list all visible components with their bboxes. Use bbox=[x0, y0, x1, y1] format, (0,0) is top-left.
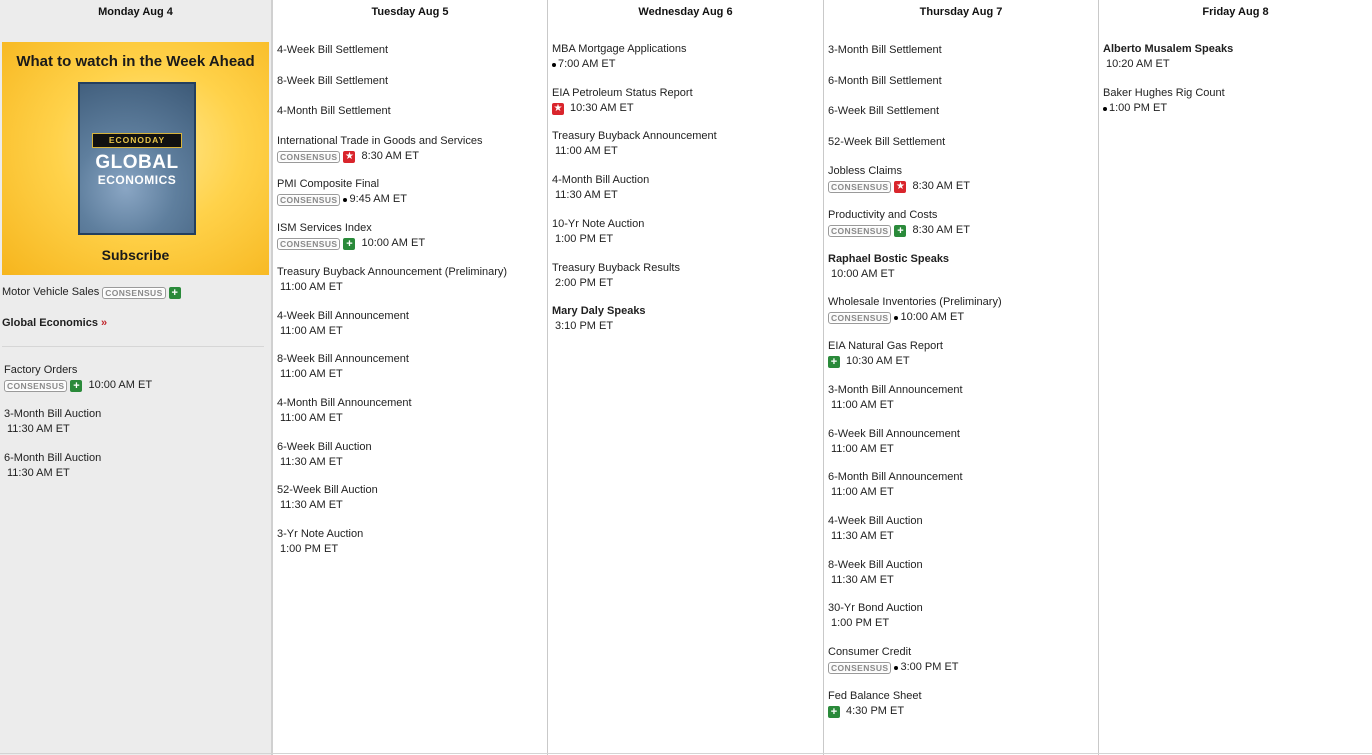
cover-title-line2: ECONOMICS bbox=[97, 173, 177, 187]
event-title[interactable]: 3-Month Bill Auction bbox=[4, 408, 102, 420]
consensus-badge[interactable]: CONSENSUS bbox=[4, 380, 67, 392]
event-time: 11:00 AM ET bbox=[831, 443, 894, 455]
event-title[interactable]: 52-Week Bill Settlement bbox=[828, 136, 946, 148]
event-wholesale-inventories-preliminary[interactable] bbox=[828, 295, 1096, 325]
event-raphael-bostic-speaks[interactable] bbox=[828, 252, 1096, 282]
event-eia-natural-gas-report[interactable] bbox=[828, 339, 1096, 369]
event-time: 11:00 AM ET bbox=[831, 399, 894, 411]
consensus-badge[interactable]: CONSENSUS bbox=[102, 287, 165, 299]
event-productivity-and-costs[interactable] bbox=[828, 208, 1096, 238]
event-time: 11:00 AM ET bbox=[280, 325, 343, 337]
plus-icon: + bbox=[343, 238, 355, 250]
consensus-badge[interactable]: CONSENSUS bbox=[277, 151, 340, 163]
event-time: 7:00 AM ET bbox=[558, 58, 616, 70]
consensus-badge[interactable]: CONSENSUS bbox=[828, 225, 891, 237]
consensus-badge[interactable]: CONSENSUS bbox=[828, 312, 891, 324]
event-52-week-bill-settlement[interactable] bbox=[828, 135, 1096, 150]
event-eia-petroleum-status-report[interactable] bbox=[552, 86, 821, 116]
day-header: Tuesday Aug 5 bbox=[371, 6, 449, 18]
plus-icon: + bbox=[169, 287, 181, 299]
day-column-monday bbox=[0, 0, 273, 755]
event-title[interactable]: 3-Month Bill Settlement bbox=[828, 44, 942, 56]
event-time: 10:20 AM ET bbox=[1106, 58, 1170, 70]
event-mba-mortgage-applications[interactable] bbox=[552, 42, 821, 72]
star-icon: ★ bbox=[553, 102, 563, 114]
subscribe-link[interactable]: Subscribe bbox=[101, 247, 170, 263]
event-time: 8:30 AM ET bbox=[361, 150, 419, 162]
event-alberto-musalem-speaks[interactable] bbox=[1103, 42, 1370, 72]
event-time: 11:00 AM ET bbox=[280, 281, 343, 293]
event-title[interactable]: 10-Yr Note Auction bbox=[552, 218, 645, 230]
day-column-friday bbox=[1099, 0, 1372, 755]
event-8-week-bill-settlement[interactable] bbox=[277, 74, 545, 89]
global-economics-cover-image bbox=[78, 82, 196, 235]
event-title[interactable]: 8-Week Bill Auction bbox=[828, 559, 923, 571]
day-header: Monday Aug 4 bbox=[98, 6, 173, 18]
event-6-month-bill-settlement[interactable] bbox=[828, 74, 1096, 89]
event-treasury-buyback-announcement[interactable] bbox=[552, 129, 821, 159]
event-title[interactable]: 6-Month Bill Auction bbox=[4, 452, 102, 464]
event-6-month-bill-announcement[interactable] bbox=[828, 470, 1096, 500]
event-time: 11:00 AM ET bbox=[280, 412, 343, 424]
global-economics-label[interactable]: Global Economics bbox=[2, 317, 98, 329]
event-time: 10:00 AM ET bbox=[361, 237, 426, 249]
event-time: 1:00 PM ET bbox=[831, 617, 890, 629]
plus-icon: + bbox=[828, 356, 840, 368]
event-title[interactable]: 4-Week Bill Auction bbox=[828, 515, 923, 527]
global-economics-link[interactable] bbox=[2, 316, 107, 331]
bullet-icon bbox=[343, 198, 347, 202]
event-time: 11:30 AM ET bbox=[831, 574, 894, 586]
event-title[interactable]: 4-Week Bill Settlement bbox=[277, 44, 389, 56]
event-international-trade-in-goods-and-services[interactable] bbox=[277, 134, 545, 164]
event-baker-hughes-rig-count[interactable] bbox=[1103, 86, 1370, 116]
event-title[interactable]: Baker Hughes Rig Count bbox=[1103, 87, 1225, 99]
event-title[interactable]: 6-Month Bill Announcement bbox=[828, 471, 963, 483]
event-title[interactable]: Treasury Buyback Results bbox=[552, 262, 680, 274]
event-30-yr-bond-auction[interactable] bbox=[828, 601, 1096, 631]
event-3-month-bill-auction[interactable] bbox=[4, 407, 271, 437]
event-10-yr-note-auction[interactable] bbox=[552, 217, 821, 247]
event-4-month-bill-announcement[interactable] bbox=[277, 396, 545, 426]
promo-title: What to watch in the Week Ahead bbox=[16, 53, 255, 70]
event-time: 1:00 PM ET bbox=[555, 233, 614, 245]
event-time: 10:30 AM ET bbox=[846, 355, 910, 367]
event-title[interactable]: 4-Month Bill Auction bbox=[552, 174, 650, 186]
day-column-tuesday bbox=[273, 0, 548, 755]
week-ahead-promo[interactable] bbox=[2, 42, 269, 275]
event-time: 1:00 PM ET bbox=[280, 543, 339, 555]
event-title[interactable]: EIA Natural Gas Report bbox=[828, 340, 943, 352]
event-title[interactable]: Consumer Credit bbox=[828, 646, 912, 658]
event-time: 8:30 AM ET bbox=[912, 180, 970, 192]
econoday-logo: ECONODAY bbox=[92, 133, 182, 148]
event-time: 10:30 AM ET bbox=[570, 102, 634, 114]
event-4-month-bill-auction[interactable] bbox=[552, 173, 821, 203]
star-icon: ★ bbox=[895, 180, 905, 192]
event-time: 3:10 PM ET bbox=[555, 320, 614, 332]
event-ism-services-index[interactable] bbox=[277, 221, 545, 251]
cover-title-line1: GLOBAL bbox=[95, 152, 179, 173]
event-time: 8:30 AM ET bbox=[912, 224, 970, 236]
bullet-icon bbox=[894, 316, 898, 320]
event-title[interactable]: 52-Week Bill Auction bbox=[277, 484, 378, 496]
consensus-badge[interactable]: CONSENSUS bbox=[828, 181, 891, 193]
calendar-bottom-border bbox=[0, 753, 1372, 754]
event-time: 1:00 PM ET bbox=[1109, 102, 1168, 114]
event-title[interactable]: 4-Week Bill Announcement bbox=[277, 310, 409, 322]
day-column-thursday bbox=[824, 0, 1099, 755]
event-title[interactable]: Mary Daly Speaks bbox=[552, 305, 646, 317]
event-title[interactable]: 3-Month Bill Announcement bbox=[828, 384, 963, 396]
event-8-week-bill-auction[interactable] bbox=[828, 558, 1096, 588]
double-chevron-icon: » bbox=[100, 317, 108, 329]
event-6-week-bill-announcement[interactable] bbox=[828, 427, 1096, 457]
consensus-badge[interactable]: CONSENSUS bbox=[828, 662, 891, 674]
plus-icon: + bbox=[70, 380, 82, 392]
event-title[interactable]: Alberto Musalem Speaks bbox=[1103, 43, 1234, 55]
event-3-month-bill-announcement[interactable] bbox=[828, 383, 1096, 413]
event-motor-vehicle-sales[interactable] bbox=[2, 285, 184, 300]
event-title[interactable]: Treasury Buyback Announcement bbox=[552, 130, 717, 142]
divider bbox=[2, 346, 264, 347]
event-time: 10:00 AM ET bbox=[88, 379, 153, 391]
event-title[interactable]: EIA Petroleum Status Report bbox=[552, 87, 693, 99]
event-title[interactable]: International Trade in Goods and Services bbox=[277, 135, 483, 147]
day-header: Friday Aug 8 bbox=[1202, 6, 1269, 18]
event-4-week-bill-settlement[interactable] bbox=[277, 43, 545, 58]
event-6-week-bill-auction[interactable] bbox=[277, 440, 545, 470]
event-title[interactable]: 8-Week Bill Settlement bbox=[277, 75, 389, 87]
event-consumer-credit[interactable] bbox=[828, 645, 1096, 675]
event-mary-daly-speaks[interactable] bbox=[552, 304, 821, 334]
event-52-week-bill-auction[interactable] bbox=[277, 483, 545, 513]
event-4-week-bill-auction[interactable] bbox=[828, 514, 1096, 544]
event-time: 4:30 PM ET bbox=[846, 705, 905, 717]
event-title[interactable]: PMI Composite Final bbox=[277, 178, 380, 190]
event-title[interactable]: Factory Orders bbox=[4, 364, 78, 376]
bullet-icon bbox=[894, 666, 898, 670]
event-4-week-bill-announcement[interactable] bbox=[277, 309, 545, 339]
event-time: 10:00 AM ET bbox=[900, 311, 965, 323]
event-time: 11:30 AM ET bbox=[280, 499, 343, 511]
event-title[interactable]: 8-Week Bill Announcement bbox=[277, 353, 409, 365]
event-3-yr-note-auction[interactable] bbox=[277, 527, 545, 557]
event-3-month-bill-settlement[interactable] bbox=[828, 43, 1096, 58]
event-title[interactable]: 6-Month Bill Settlement bbox=[828, 75, 942, 87]
event-time: 11:30 AM ET bbox=[280, 456, 343, 468]
event-title[interactable]: Motor Vehicle Sales bbox=[2, 286, 100, 298]
event-time: 11:30 AM ET bbox=[7, 423, 70, 435]
star-icon: ★ bbox=[344, 150, 354, 162]
event-title[interactable]: 6-Week Bill Auction bbox=[277, 441, 372, 453]
bullet-icon bbox=[1103, 107, 1107, 111]
consensus-badge[interactable]: CONSENSUS bbox=[277, 238, 340, 250]
event-title[interactable]: Jobless Claims bbox=[828, 165, 902, 177]
event-pmi-composite-final[interactable] bbox=[277, 177, 545, 207]
day-column-wednesday bbox=[548, 0, 824, 755]
event-factory-orders[interactable] bbox=[4, 363, 271, 393]
event-treasury-buyback-results[interactable] bbox=[552, 261, 821, 291]
event-time: 10:00 AM ET bbox=[831, 268, 895, 280]
consensus-badge[interactable]: CONSENSUS bbox=[277, 194, 340, 206]
event-time: 11:30 AM ET bbox=[555, 189, 618, 201]
event-title[interactable]: 6-Week Bill Settlement bbox=[828, 105, 940, 117]
bullet-icon bbox=[552, 63, 556, 67]
event-6-month-bill-auction[interactable] bbox=[4, 451, 271, 481]
event-time: 11:00 AM ET bbox=[831, 486, 894, 498]
event-time: 11:30 AM ET bbox=[7, 467, 70, 479]
event-time: 11:00 AM ET bbox=[280, 368, 343, 380]
event-title[interactable]: 30-Yr Bond Auction bbox=[828, 602, 923, 614]
day-header: Thursday Aug 7 bbox=[919, 6, 1003, 18]
event-treasury-buyback-announcement-preliminary[interactable] bbox=[277, 265, 545, 295]
event-title[interactable]: MBA Mortgage Applications bbox=[552, 43, 687, 55]
plus-icon: + bbox=[894, 225, 906, 237]
event-title[interactable]: ISM Services Index bbox=[277, 222, 372, 234]
event-time: 11:30 AM ET bbox=[831, 530, 894, 542]
event-title[interactable]: Wholesale Inventories (Preliminary) bbox=[828, 296, 1002, 308]
event-6-week-bill-settlement[interactable] bbox=[828, 104, 1096, 119]
event-4-month-bill-settlement[interactable] bbox=[277, 104, 545, 119]
event-title[interactable]: 4-Month Bill Announcement bbox=[277, 397, 412, 409]
event-time: 11:00 AM ET bbox=[555, 145, 618, 157]
plus-icon: + bbox=[828, 706, 840, 718]
day-header: Wednesday Aug 6 bbox=[638, 6, 733, 18]
event-title[interactable]: Raphael Bostic Speaks bbox=[828, 253, 950, 265]
event-time: 3:00 PM ET bbox=[900, 661, 959, 673]
event-jobless-claims[interactable] bbox=[828, 164, 1096, 194]
event-title[interactable]: 3-Yr Note Auction bbox=[277, 528, 364, 540]
event-time: 9:45 AM ET bbox=[349, 193, 407, 205]
event-title[interactable]: Productivity and Costs bbox=[828, 209, 938, 221]
event-title[interactable]: Fed Balance Sheet bbox=[828, 690, 922, 702]
event-title[interactable]: 4-Month Bill Settlement bbox=[277, 105, 391, 117]
event-time: 2:00 PM ET bbox=[555, 277, 614, 289]
event-title[interactable]: 6-Week Bill Announcement bbox=[828, 428, 960, 440]
event-title[interactable]: Treasury Buyback Announcement (Preliminary) bbox=[277, 266, 508, 278]
event-8-week-bill-announcement[interactable] bbox=[277, 352, 545, 382]
event-fed-balance-sheet[interactable] bbox=[828, 689, 1096, 719]
